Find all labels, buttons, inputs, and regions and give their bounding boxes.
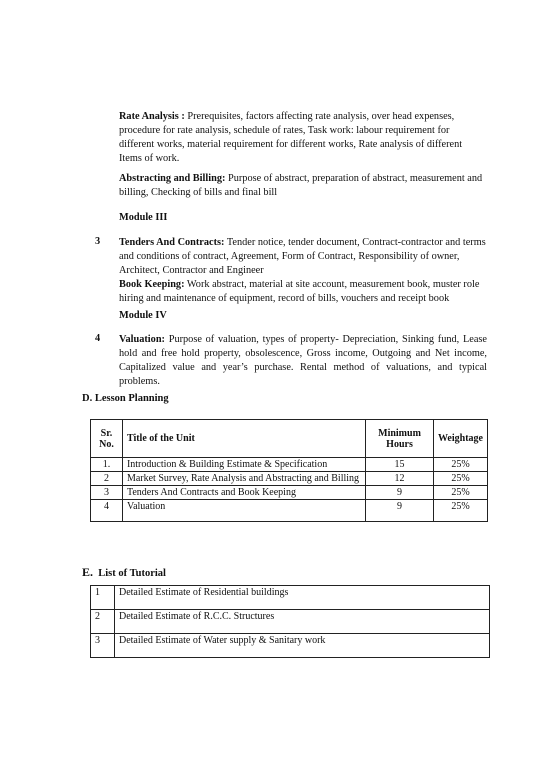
row-hours: 15 — [366, 458, 434, 472]
table-row — [91, 586, 490, 610]
col-header-title: Title of the Unit — [122, 420, 365, 458]
tutorial-sr: 1 — [91, 586, 115, 610]
valuation-paragraph — [119, 333, 487, 389]
valuation-heading: Valuation: — [119, 334, 165, 345]
book-keeping-paragraph — [119, 278, 487, 306]
tutorial-list-title — [82, 565, 166, 580]
row-sr: 2 — [91, 472, 123, 486]
abstracting-heading: Abstracting and Billing: — [119, 173, 226, 184]
abstracting-text: Purpose of abstract, preparation of abstract, measurement and billing, Checking of bills and final bill — [119, 173, 483, 199]
rate-analysis-text: Prerequisites, factors affecting rate analysis, over head expenses, procedure for rate analysis, schedule of rates, Task work: labour requirement for different works, material requirement for different works, Rate analysis of different Items of work. — [119, 111, 463, 165]
tutorial-title: Detailed Estimate of R.C.C. Structures — [114, 610, 489, 634]
tutorial-section-text: List of Tutorial — [98, 568, 166, 579]
row-weightage: 25% — [433, 486, 487, 500]
tutorial-title: Detailed Estimate of Water supply & Sanitary work — [114, 634, 489, 658]
row-title: Tenders And Contracts and Book Keeping — [122, 486, 365, 500]
row-weightage: 25% — [433, 458, 487, 472]
tutorial-table — [90, 585, 490, 658]
module-iii-label: Module III — [119, 212, 168, 223]
row-title: Introduction & Building Estimate & Specification — [122, 458, 365, 472]
rate-analysis-heading: Rate Analysis : — [119, 111, 185, 122]
row-sr: 4 — [91, 500, 123, 522]
col-header-sr: Sr. No. — [91, 420, 123, 458]
table-row — [91, 472, 488, 486]
row-sr: 1. — [91, 458, 123, 472]
table-row — [91, 500, 488, 522]
book-keeping-heading: Book Keeping: — [119, 279, 185, 291]
row-sr: 3 — [91, 486, 123, 500]
col-header-minimum-hours: Minimum Hours — [366, 420, 434, 458]
rate-analysis-paragraph — [119, 110, 487, 166]
tenders-paragraph — [119, 236, 487, 278]
row-hours: 9 — [366, 500, 434, 522]
row-hours: 12 — [366, 472, 434, 486]
row-hours: 9 — [366, 486, 434, 500]
module-iv-number: 4 — [95, 333, 101, 344]
row-title: Valuation — [122, 500, 365, 522]
tutorial-sr: 2 — [91, 610, 115, 634]
lesson-table-header-row — [91, 420, 488, 458]
module-iv-label: Module IV — [119, 310, 167, 321]
table-row — [91, 486, 488, 500]
tenders-text: Tender notice, tender document, Contract-contractor and terms and conditions of contract, Agreement, Form of Contract, Responsibility of owner, Architect, Contractor and Engineer — [119, 237, 486, 277]
tutorial-title: Detailed Estimate of Residential buildings — [114, 586, 489, 610]
lesson-planning-table — [90, 419, 488, 522]
row-weightage: 25% — [433, 472, 487, 486]
table-row — [91, 610, 490, 634]
book-keeping-text: Work abstract, material at site account, measurement book, muster role hiring and maintenance of equipment, record of bills, vouchers and receipt book — [119, 279, 480, 305]
row-title: Market Survey, Rate Analysis and Abstracting and Billing — [122, 472, 365, 486]
table-row — [91, 634, 490, 658]
module-iii-number: 3 — [95, 236, 101, 247]
lesson-planning-title: D. Lesson Planning — [82, 393, 169, 404]
tutorial-sr: 3 — [91, 634, 115, 658]
abstracting-paragraph — [119, 172, 487, 200]
table-row — [91, 458, 488, 472]
tutorial-section-letter: E. — [82, 565, 94, 579]
tenders-heading: Tenders And Contracts: — [119, 237, 225, 248]
col-header-weightage: Weightage — [433, 420, 487, 458]
module-iii-content — [119, 236, 487, 306]
row-weightage: 25% — [433, 500, 487, 522]
valuation-text: Purpose of valuation, types of property- Depreciation, Sinking fund, Lease hold and free hold property, obsolescence, Gross income, Outgoing and Net income, Capitalized value and year’s purchase. Rental method of valuations, and typical problems. — [119, 334, 487, 388]
